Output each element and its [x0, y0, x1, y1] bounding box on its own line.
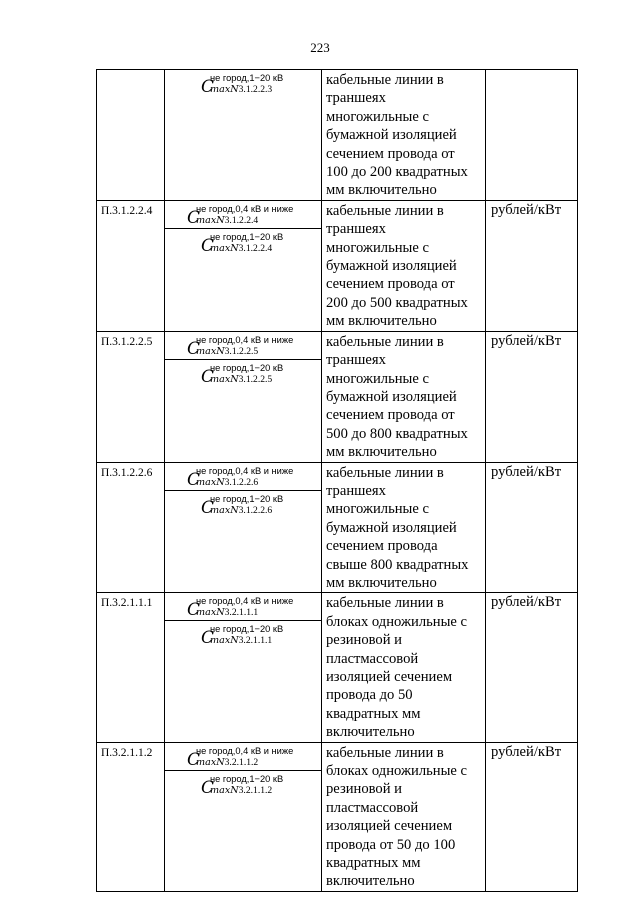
formula-subscript: maxN3.2.1.1.1 — [210, 635, 273, 647]
tariff-table-body — [97, 70, 578, 892]
formula-superscript: не город,0,4 кВ и ниже — [196, 745, 294, 756]
row-code: П.3.1.2.2.4 — [97, 200, 165, 331]
row-description: кабельные линии в траншеях многожильные с бумажной изоляцией сечением провода от 200 до 500 квадратных мм включительно — [322, 200, 486, 331]
formula-superscript: не город,0,4 кВ и ниже — [196, 334, 294, 345]
formula-low-voltage — [165, 332, 321, 359]
formula-superscript: не город,1−20 кВ — [210, 362, 284, 373]
formula-superscript: не город,0,4 кВ и ниже — [196, 465, 294, 476]
formula-subscript: maxN3.2.1.1.2 — [210, 784, 273, 796]
formula-high-voltage — [165, 359, 321, 390]
formula-subscript: maxN3.1.2.2.5 — [210, 373, 273, 385]
row-code: П.3.2.1.1.2 — [97, 742, 165, 891]
formula-subscript: maxN3.2.1.1.2 — [196, 756, 259, 768]
formula-superscript: не город,1−20 кВ — [210, 231, 284, 242]
formula-symbol: C — [201, 497, 215, 518]
formula-cell — [165, 593, 322, 742]
formula-subscript: maxN3.1.2.2.3 — [210, 84, 273, 95]
formula-high-voltage — [165, 228, 321, 259]
formula-symbol: C — [187, 749, 201, 770]
table-row — [97, 462, 578, 593]
row-unit: рублей/кВт — [486, 462, 578, 593]
row-code: П.3.2.1.1.1 — [97, 593, 165, 742]
formula-symbol: C — [187, 207, 201, 228]
formula-high-voltage — [165, 70, 321, 100]
formula-superscript: не город,0,4 кВ и ниже — [196, 203, 294, 214]
row-description: кабельные линии в траншеях многожильные с бумажной изоляцией сечением провода от 100 до 200 квадратных мм включительно — [322, 70, 486, 201]
table-row — [97, 200, 578, 331]
formula-subscript: maxN3.1.2.2.6 — [210, 504, 273, 516]
formula-symbol: C — [201, 628, 215, 649]
formula-superscript: не город,1−20 кВ — [210, 773, 284, 784]
formula-low-voltage — [165, 201, 321, 228]
formula-low-voltage — [165, 593, 321, 620]
row-unit: рублей/кВт — [486, 742, 578, 891]
formula-superscript: не город,1−20 кВ — [210, 493, 284, 504]
formula-high-voltage — [165, 620, 321, 651]
formula-high-voltage — [165, 770, 321, 801]
row-code: П.3.1.2.2.5 — [97, 331, 165, 462]
row-unit: рублей/кВт — [486, 200, 578, 331]
formula-high-voltage — [165, 490, 321, 521]
formula-symbol: C — [187, 469, 201, 490]
formula-subscript: maxN3.1.2.2.6 — [196, 476, 259, 488]
table-row — [97, 593, 578, 742]
row-description: кабельные линии в траншеях многожильные с бумажной изоляцией сечением провода от 500 до 800 квадратных мм включительно — [322, 331, 486, 462]
formula-symbol: C — [187, 600, 201, 621]
formula-low-voltage — [165, 463, 321, 490]
row-unit — [486, 70, 578, 201]
formula-symbol: C — [201, 235, 215, 256]
formula-subscript: maxN3.1.2.2.4 — [210, 242, 273, 254]
formula-subscript: maxN3.1.2.2.5 — [196, 345, 259, 357]
formula-superscript: не город,0,4 кВ и ниже — [196, 596, 294, 607]
formula-subscript: maxN3.2.1.1.1 — [196, 607, 259, 619]
formula-symbol: C — [201, 777, 215, 798]
formula-symbol: C — [187, 338, 201, 359]
formula-subscript: maxN3.1.2.2.4 — [196, 214, 259, 226]
formula-superscript: не город,1−20 кВ — [210, 73, 284, 83]
formula-cell — [165, 462, 322, 593]
formula-symbol: C — [201, 77, 215, 97]
table-row — [97, 70, 578, 201]
page-number: 223 — [310, 40, 330, 55]
formula-symbol: C — [201, 366, 215, 387]
table-row — [97, 331, 578, 462]
formula-cell — [165, 331, 322, 462]
row-code — [97, 70, 165, 201]
formula-superscript: не город,1−20 кВ — [210, 624, 284, 635]
row-unit: рублей/кВт — [486, 593, 578, 742]
tariff-table — [96, 69, 578, 892]
formula-cell — [165, 70, 322, 201]
row-description: кабельные линии в траншеях многожильные с бумажной изоляцией сечением провода свыше 800 квадратных мм включительно — [322, 462, 486, 593]
row-unit: рублей/кВт — [486, 331, 578, 462]
table-row — [97, 742, 578, 891]
formula-cell — [165, 742, 322, 891]
row-code: П.3.1.2.2.6 — [97, 462, 165, 593]
formula-low-voltage — [165, 743, 321, 770]
row-description: кабельные линии в блоках одножильные с резиновой и пластмассовой изоляцией сечением провода от 50 до 100 квадратных мм включительно — [322, 742, 486, 891]
formula-cell — [165, 200, 322, 331]
row-description: кабельные линии в блоках одножильные с резиновой и пластмассовой изоляцией сечением провода до 50 квадратных мм включительно — [322, 593, 486, 742]
